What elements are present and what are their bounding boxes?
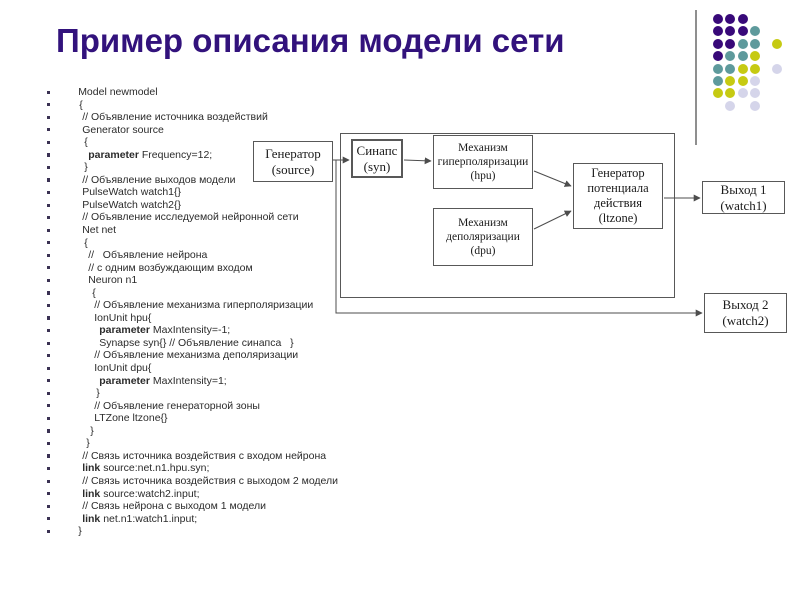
page-title: Пример описания модели сети — [56, 22, 565, 59]
bullet-icon — [47, 279, 50, 282]
bullet-icon — [47, 166, 50, 169]
code-line-text: link source:net.n1.hpu.syn; — [82, 462, 210, 475]
code-line — [0, 324, 430, 337]
bullet-icon — [47, 291, 50, 294]
code-line-text: parameter Frequency=12; — [88, 148, 213, 161]
decorative-dot — [725, 76, 735, 86]
code-line-text: } — [86, 437, 90, 450]
code-line-text: Model newmodel — [78, 86, 158, 98]
code-line — [0, 375, 430, 388]
box-label-line: Механизм — [458, 216, 508, 229]
code-line-text: // Связь нейрона с выходом 1 модели — [82, 500, 266, 513]
decorative-dot — [750, 64, 760, 74]
code-line-text: // Объявление исследуемой нейронной сети — [82, 211, 299, 224]
bullet-icon — [47, 367, 50, 370]
bullet-icon — [47, 417, 50, 420]
code-line — [0, 387, 430, 400]
bullet-icon — [47, 505, 50, 508]
code-line — [0, 111, 430, 124]
diagram-box-hpu — [433, 135, 533, 189]
code-line-text: // Объявление механизма гиперполяризации — [94, 299, 314, 312]
box-label-line: Генератор — [591, 165, 645, 180]
code-line-text: // Объявление источника воздействий — [82, 111, 268, 124]
code-line-text: IonUnit hpu{ — [94, 311, 152, 324]
bullet-icon — [47, 116, 50, 119]
decorative-dot — [713, 88, 723, 98]
template-vertical-rule — [695, 10, 697, 145]
code-line-text: Generator source — [82, 123, 164, 136]
bullet-icon — [47, 467, 50, 470]
code-line-text: } — [84, 161, 88, 174]
code-line-text: { — [84, 236, 88, 249]
decorative-dot — [713, 76, 723, 86]
code-line — [0, 99, 430, 112]
decorative-dot — [713, 39, 723, 49]
code-line-text: IonUnit dpu{ — [94, 362, 152, 375]
decorative-dot — [725, 64, 735, 74]
code-line-text: Synapse syn{} // Объявление синапса } — [99, 336, 294, 349]
decorative-dot — [738, 39, 748, 49]
decorative-dot — [738, 64, 748, 74]
code-line-text: // Связь источника воздействия с выходом 2 модели — [82, 474, 339, 487]
code-line — [0, 337, 430, 350]
code-line-text: { — [92, 286, 96, 299]
code-line — [0, 362, 430, 375]
decorative-dot — [750, 88, 760, 98]
bullet-icon — [47, 354, 50, 357]
bullet-icon — [47, 91, 50, 94]
decorative-dot — [738, 51, 748, 61]
code-line — [0, 437, 430, 450]
bullet-icon — [47, 141, 50, 144]
decorative-dot — [750, 76, 760, 86]
decorative-dot — [725, 51, 735, 61]
code-line-text: } — [96, 387, 100, 400]
box-label-line: Синапс — [356, 142, 398, 158]
code-line-text: link source:watch2.input; — [82, 487, 200, 500]
bullet-icon — [47, 304, 50, 307]
decorative-dot — [725, 14, 735, 24]
box-label-line: Генератор — [265, 145, 321, 161]
bullet-icon — [47, 492, 50, 495]
box-label-line: действия — [594, 196, 642, 210]
code-line-text: // Связь источника воздействия с входом нейрона — [82, 449, 327, 462]
code-line-text: // Объявление генераторной зоны — [94, 399, 260, 412]
code-line — [0, 500, 430, 513]
code-line-text: parameter MaxIntensity=-1; — [99, 324, 231, 337]
code-line — [0, 299, 430, 312]
code-line-text: { — [84, 136, 88, 149]
bullet-icon — [47, 254, 50, 257]
bullet-icon — [47, 480, 50, 483]
bullet-icon — [47, 191, 50, 194]
decorative-dot — [713, 64, 723, 74]
code-line-text: // Объявление механизма деполяризации — [94, 349, 299, 362]
box-label-line: (syn) — [363, 158, 391, 174]
code-line-text: // с одним возбуждающим входом — [88, 261, 253, 274]
box-label-line: Выход 2 — [722, 297, 769, 313]
box-label-line: (watch1) — [720, 197, 767, 213]
box-label-line: (hpu) — [470, 170, 496, 182]
bullet-icon — [47, 178, 50, 181]
code-line — [0, 462, 430, 475]
box-label-line: деполяризации — [446, 230, 520, 243]
decorative-dot — [713, 51, 723, 61]
bullet-icon — [47, 392, 50, 395]
code-line-text: parameter MaxIntensity=1; — [99, 374, 227, 387]
code-line-text: // Объявление нейрона — [88, 249, 208, 262]
bullet-icon — [47, 204, 50, 207]
decorative-dot — [713, 26, 723, 36]
bullet-icon — [47, 530, 50, 533]
decorative-dot — [725, 101, 735, 111]
bullet-icon — [47, 404, 50, 407]
diagram-box-watch1 — [702, 181, 785, 214]
decorative-dot — [738, 76, 748, 86]
bullet-icon — [47, 517, 50, 520]
code-line-text: link net.n1:watch1.input; — [82, 512, 198, 525]
code-line-text: } — [78, 525, 82, 538]
code-line-text: // Объявление выходов модели — [82, 173, 236, 186]
box-label-line: (source) — [271, 161, 315, 177]
bullet-icon — [47, 103, 50, 106]
bullet-icon — [47, 316, 50, 319]
decorative-dot — [750, 26, 760, 36]
bullet-icon — [47, 229, 50, 232]
code-line — [0, 488, 430, 501]
decorative-dot — [750, 51, 760, 61]
decorative-dot — [772, 39, 782, 49]
decorative-dot — [738, 88, 748, 98]
code-line — [0, 525, 430, 538]
decorative-dot — [738, 14, 748, 24]
bullet-icon — [47, 454, 50, 457]
box-label-line: Выход 1 — [720, 181, 767, 197]
diagram-box-ltzone — [573, 163, 663, 229]
code-line — [0, 349, 430, 362]
code-line — [0, 400, 430, 413]
code-line-text: PulseWatch watch2{} — [82, 198, 182, 211]
code-line-text: Net net — [82, 224, 117, 237]
code-line-text: PulseWatch watch1{} — [82, 186, 182, 199]
bullet-icon — [47, 216, 50, 219]
bullet-icon — [47, 128, 50, 131]
code-line — [0, 475, 430, 488]
bullet-icon — [47, 379, 50, 382]
diagram-box-watch2 — [704, 293, 787, 333]
code-line — [0, 412, 430, 425]
decorative-dot — [725, 88, 735, 98]
code-line — [0, 312, 430, 325]
bullet-icon — [47, 342, 50, 345]
decorative-dot — [738, 26, 748, 36]
bullet-icon — [47, 442, 50, 445]
decorative-dot — [725, 26, 735, 36]
decorative-dot — [750, 39, 760, 49]
diagram-box-syn — [351, 139, 403, 178]
bullet-icon — [47, 329, 50, 332]
code-line-text: } — [90, 424, 94, 437]
box-label-line: Механизм — [458, 141, 508, 154]
box-label-line: (dpu) — [470, 245, 496, 257]
code-line-text: { — [79, 98, 83, 111]
bullet-icon — [47, 266, 50, 269]
bullet-icon — [47, 241, 50, 244]
code-line — [0, 513, 430, 526]
diagram-box-dpu — [433, 208, 533, 266]
diagram-box-source — [253, 141, 333, 182]
box-label-line: потенциала — [587, 180, 649, 195]
box-label-line: (watch2) — [722, 313, 769, 328]
code-line — [0, 425, 430, 438]
decorative-dot — [713, 14, 723, 24]
code-line — [0, 450, 430, 463]
bullet-icon — [47, 153, 50, 156]
code-line — [0, 86, 430, 99]
box-label-line: гиперполяризации — [437, 155, 529, 168]
bullet-icon — [47, 429, 50, 432]
code-line-text: Neuron n1 — [88, 274, 138, 287]
code-line-text: LTZone ltzone{} — [94, 412, 168, 425]
decorative-dot — [772, 64, 782, 74]
box-label-line: (ltzone) — [598, 211, 638, 226]
decorative-dot — [750, 101, 760, 111]
decorative-dot — [725, 39, 735, 49]
